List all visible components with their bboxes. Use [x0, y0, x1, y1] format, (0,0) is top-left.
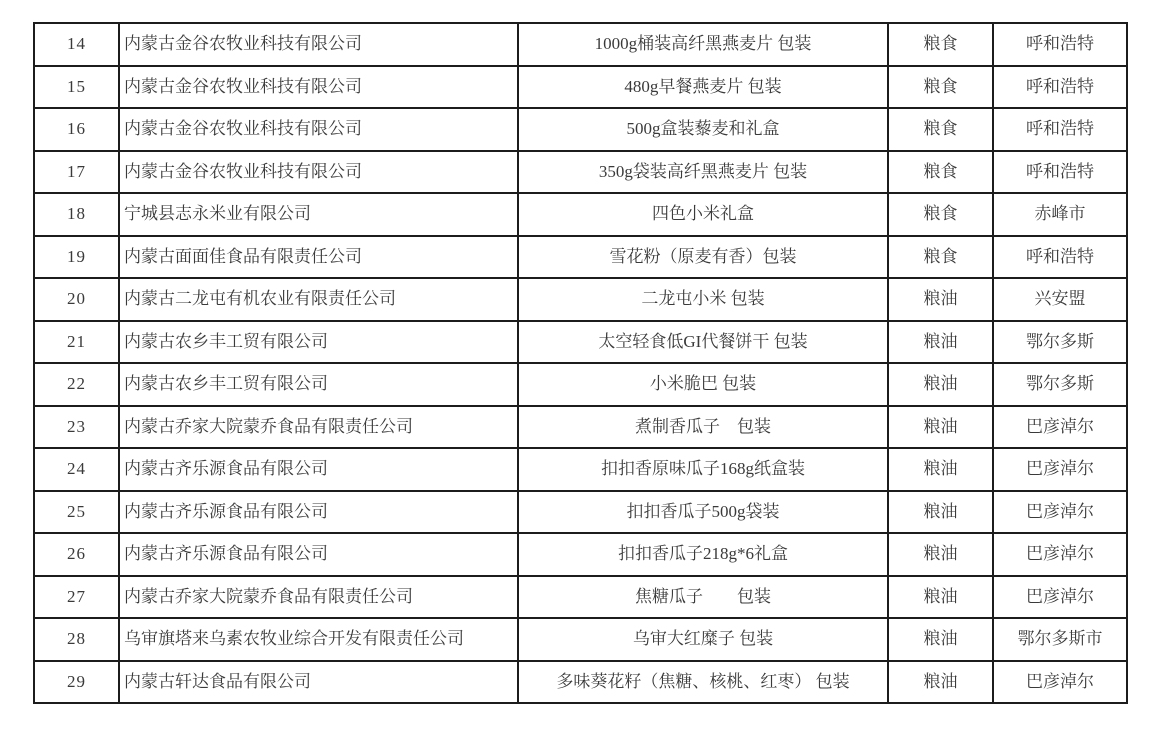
- cell-company: 内蒙古轩达食品有限公司: [119, 661, 518, 704]
- cell-index: 24: [34, 448, 119, 491]
- cell-product: 扣扣香瓜子500g袋装: [518, 491, 888, 534]
- cell-city: 鄂尔多斯: [993, 363, 1127, 406]
- cell-city: 巴彦淖尔: [993, 661, 1127, 704]
- cell-company: 内蒙古齐乐源食品有限公司: [119, 448, 518, 491]
- table-row: [34, 576, 1127, 619]
- table-row: [34, 618, 1127, 661]
- table-row: [34, 193, 1127, 236]
- cell-city: 巴彦淖尔: [993, 406, 1127, 449]
- cell-index: 14: [34, 23, 119, 66]
- cell-city: 鄂尔多斯市: [993, 618, 1127, 661]
- cell-product: 乌审大红糜子 包装: [518, 618, 888, 661]
- cell-company: 内蒙古乔家大院蒙乔食品有限责任公司: [119, 576, 518, 619]
- cell-company: 内蒙古齐乐源食品有限公司: [119, 533, 518, 576]
- cell-company: 内蒙古金谷农牧业科技有限公司: [119, 108, 518, 151]
- cell-product: 扣扣香原味瓜子168g纸盒装: [518, 448, 888, 491]
- cell-category: 粮油: [888, 661, 993, 704]
- cell-product: 480g早餐燕麦片 包装: [518, 66, 888, 109]
- cell-city: 呼和浩特: [993, 236, 1127, 279]
- cell-category: 粮油: [888, 491, 993, 534]
- cell-product: 350g袋装高纤黑燕麦片 包装: [518, 151, 888, 194]
- cell-index: 19: [34, 236, 119, 279]
- cell-product: 500g盒装藜麦和礼盒: [518, 108, 888, 151]
- cell-category: 粮食: [888, 108, 993, 151]
- cell-product: 雪花粉（原麦有香）包装: [518, 236, 888, 279]
- cell-product: 小米脆巴 包装: [518, 363, 888, 406]
- cell-category: 粮食: [888, 151, 993, 194]
- cell-city: 呼和浩特: [993, 151, 1127, 194]
- table-row: [34, 151, 1127, 194]
- cell-category: 粮食: [888, 23, 993, 66]
- table-row: [34, 278, 1127, 321]
- cell-city: 巴彦淖尔: [993, 533, 1127, 576]
- cell-index: 29: [34, 661, 119, 704]
- cell-company: 内蒙古乔家大院蒙乔食品有限责任公司: [119, 406, 518, 449]
- cell-company: 宁城县志永米业有限公司: [119, 193, 518, 236]
- cell-index: 18: [34, 193, 119, 236]
- cell-category: 粮油: [888, 618, 993, 661]
- cell-product: 1000g桶装高纤黑燕麦片 包装: [518, 23, 888, 66]
- cell-company: 内蒙古农乡丰工贸有限公司: [119, 363, 518, 406]
- table-row: [34, 406, 1127, 449]
- cell-category: 粮油: [888, 406, 993, 449]
- cell-city: 赤峰市: [993, 193, 1127, 236]
- cell-category: 粮油: [888, 363, 993, 406]
- cell-product: 多味葵花籽（焦糖、核桃、红枣） 包装: [518, 661, 888, 704]
- table-row: [34, 108, 1127, 151]
- cell-product: 煮制香瓜子 包装: [518, 406, 888, 449]
- cell-index: 28: [34, 618, 119, 661]
- cell-index: 22: [34, 363, 119, 406]
- table-row: [34, 491, 1127, 534]
- table-row: [34, 448, 1127, 491]
- cell-product: 焦糖瓜子 包装: [518, 576, 888, 619]
- cell-index: 15: [34, 66, 119, 109]
- table-row: [34, 321, 1127, 364]
- cell-company: 内蒙古齐乐源食品有限公司: [119, 491, 518, 534]
- cell-category: 粮食: [888, 236, 993, 279]
- cell-city: 巴彦淖尔: [993, 448, 1127, 491]
- cell-index: 16: [34, 108, 119, 151]
- cell-city: 兴安盟: [993, 278, 1127, 321]
- table-row: [34, 533, 1127, 576]
- cell-city: 巴彦淖尔: [993, 576, 1127, 619]
- table-row: [34, 66, 1127, 109]
- cell-index: 23: [34, 406, 119, 449]
- cell-product: 扣扣香瓜子218g*6礼盒: [518, 533, 888, 576]
- cell-index: 25: [34, 491, 119, 534]
- cell-category: 粮食: [888, 193, 993, 236]
- cell-company: 内蒙古金谷农牧业科技有限公司: [119, 151, 518, 194]
- cell-index: 27: [34, 576, 119, 619]
- cell-product: 二龙屯小米 包装: [518, 278, 888, 321]
- cell-category: 粮油: [888, 448, 993, 491]
- cell-city: 巴彦淖尔: [993, 491, 1127, 534]
- table-row: [34, 236, 1127, 279]
- cell-company: 乌审旗塔来乌素农牧业综合开发有限责任公司: [119, 618, 518, 661]
- cell-index: 21: [34, 321, 119, 364]
- table-row: [34, 363, 1127, 406]
- cell-category: 粮食: [888, 66, 993, 109]
- cell-company: 内蒙古二龙屯有机农业有限责任公司: [119, 278, 518, 321]
- cell-company: 内蒙古面面佳食品有限责任公司: [119, 236, 518, 279]
- cell-product: 四色小米礼盒: [518, 193, 888, 236]
- cell-index: 20: [34, 278, 119, 321]
- cell-index: 17: [34, 151, 119, 194]
- cell-city: 呼和浩特: [993, 23, 1127, 66]
- table-body: [34, 23, 1127, 703]
- cell-company: 内蒙古金谷农牧业科技有限公司: [119, 66, 518, 109]
- cell-category: 粮油: [888, 576, 993, 619]
- products-table: [33, 22, 1128, 704]
- cell-index: 26: [34, 533, 119, 576]
- cell-city: 呼和浩特: [993, 108, 1127, 151]
- cell-category: 粮油: [888, 278, 993, 321]
- cell-company: 内蒙古农乡丰工贸有限公司: [119, 321, 518, 364]
- cell-category: 粮油: [888, 533, 993, 576]
- table-row: [34, 661, 1127, 704]
- cell-city: 呼和浩特: [993, 66, 1127, 109]
- cell-category: 粮油: [888, 321, 993, 364]
- table-row: [34, 23, 1127, 66]
- cell-product: 太空轻食低GI代餐饼干 包装: [518, 321, 888, 364]
- cell-city: 鄂尔多斯: [993, 321, 1127, 364]
- cell-company: 内蒙古金谷农牧业科技有限公司: [119, 23, 518, 66]
